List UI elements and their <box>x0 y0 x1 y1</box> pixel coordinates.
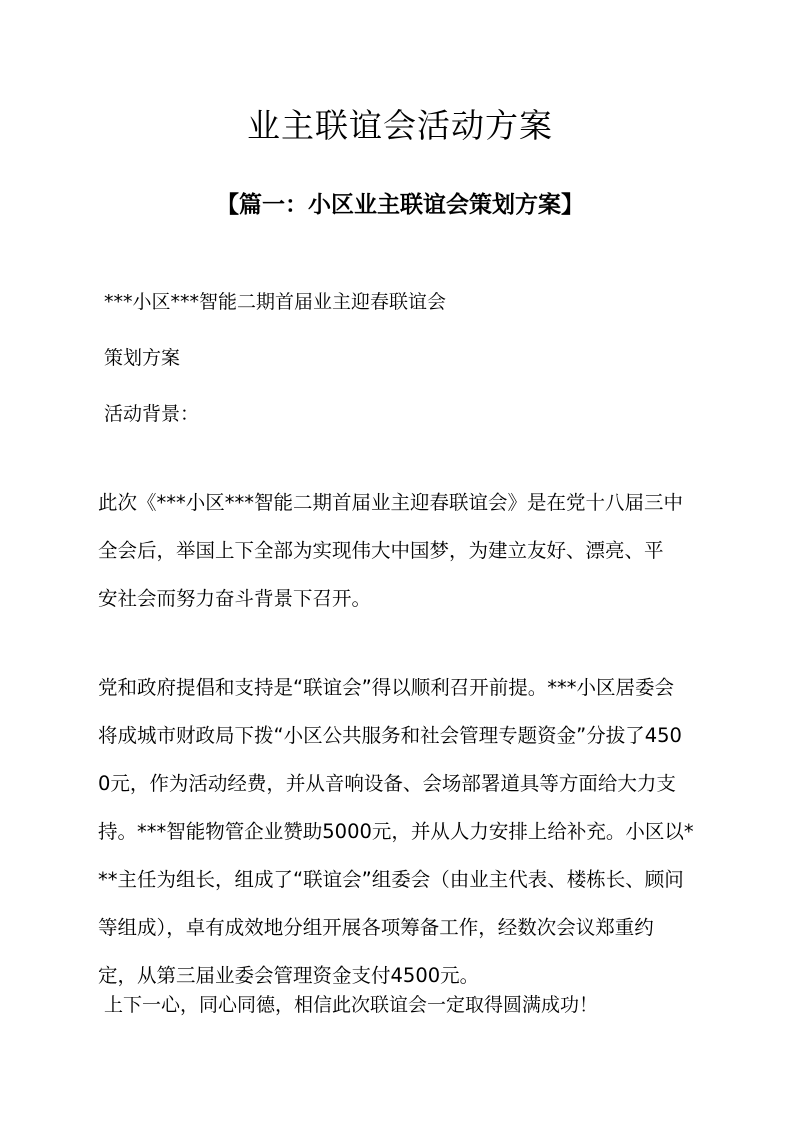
plan-label-line: 策划方案 <box>104 347 181 369</box>
paragraph-line: 0元，作为活动经费，并从音响设备、会场部署道具等方面给大力支 <box>98 772 676 795</box>
paragraph-background <box>98 479 708 623</box>
closing-sentence: 上下一心，同心同德，相信此次联谊会一定取得圆满成功！ <box>104 994 599 1016</box>
paragraph-line: 等组成），卓有成效地分组开展各项筹备工作，经数次会议郑重约 <box>98 916 654 939</box>
paragraph-line: 此次《***小区***智能二期首届业主迎春联谊会》是在党十八届三中 <box>98 491 684 514</box>
paragraph-line: 持。***智能物管企业赞助5000元，并从人力安排上给补充。小区以* <box>98 820 694 843</box>
paragraph-line: **主任为组长，组成了“联谊会”组委会（由业主代表、楼栋长、顾问 <box>98 868 684 891</box>
document-title: 业主联谊会活动方案 <box>247 106 553 145</box>
paragraph-line: 定，从第三届业委会管理资金支付4500元。 <box>98 964 480 987</box>
background-label-line: 活动背景： <box>104 403 200 425</box>
paragraph-support <box>98 664 708 1000</box>
paragraph-line: 党和政府提倡和支持是“联谊会”得以顺利召开前提。***小区居委会 <box>98 676 674 699</box>
paragraph-line: 全会后，举国上下全部为实现伟大中国梦，为建立友好、漂亮、平 <box>98 539 664 562</box>
event-name-line: ***小区***智能二期首届业主迎春联谊会 <box>104 291 447 313</box>
paragraph-line: 将成城市财政局下拨“小区公共服务和社会管理专题资金”分拔了450 <box>98 724 682 747</box>
document-subtitle: 【篇一：小区业主联谊会策划方案】 <box>216 191 584 218</box>
paragraph-line: 安社会而努力奋斗背景下召开。 <box>98 587 372 610</box>
